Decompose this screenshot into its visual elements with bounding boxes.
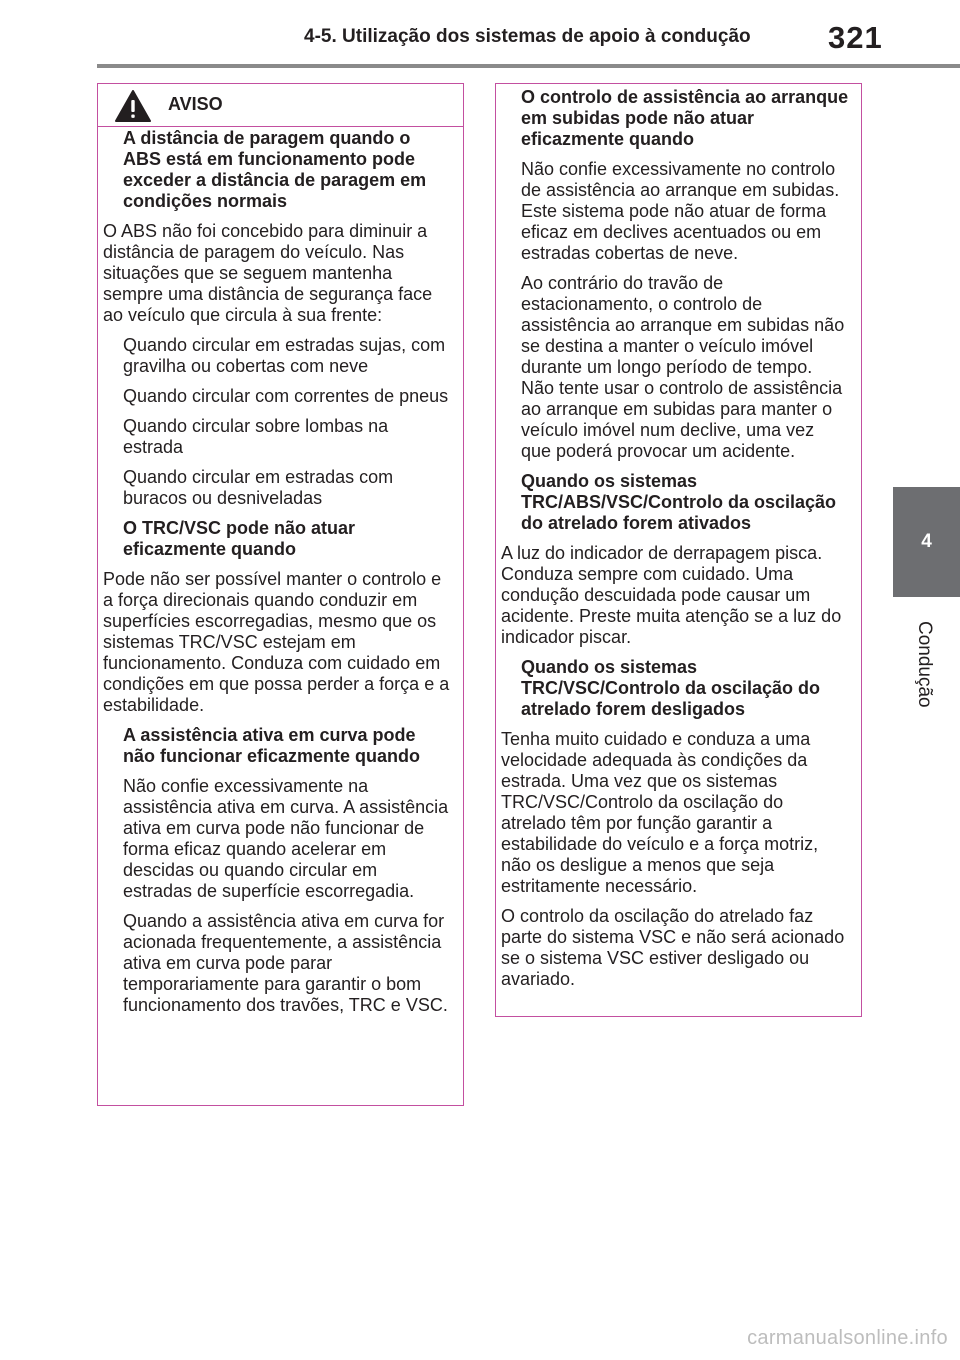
block-heading: A assistência ativa em curva pode não funcionar eficazmente quando bbox=[123, 725, 421, 766]
block-heading: O controlo de assistência ao arranque em subidas pode não atuar eficazmente quando bbox=[521, 87, 849, 149]
warning-content bbox=[103, 128, 451, 1025]
section-title: 4-5. Utilização dos sistemas de apoio à condução bbox=[304, 26, 751, 47]
bullet-item: Não confie excessivamente na assistência ativa em curva. A assistência ativa em curva pode não funcionar de forma eficaz quando acelerar em descidas ou quando circular em estradas de superfície escorregadia. bbox=[123, 776, 449, 901]
bullet-item: Quando circular em estradas com buracos ou desniveladas bbox=[123, 467, 394, 508]
warning-label: AVISO bbox=[168, 94, 223, 114]
body-text: O ABS não foi concebido para diminuir a distância de paragem do veículo. Nas situações que se seguem mantenha sempre uma distância de segurança face ao veículo que circula à sua frente: bbox=[103, 221, 433, 325]
page-number: 321 bbox=[828, 20, 883, 55]
body-text: Pode não ser possível manter o controlo e a força direcionais quando conduzir em superfícies escorregadias, mesmo que os sistemas TRC/VSC estejam em funcionamento. Conduza com cuidado em condições em que possa perder a força e a estabilidade. bbox=[103, 569, 450, 715]
bullet-item: Quando circular com correntes de pneus bbox=[123, 386, 449, 406]
block-heading: Quando os sistemas TRC/ABS/VSC/Controlo da oscilação do atrelado forem ativados bbox=[521, 471, 837, 533]
bullet-item: Quando circular sobre lombas na estrada bbox=[123, 416, 389, 457]
watermark-logo: carmanualsonline.info bbox=[747, 1327, 948, 1349]
bullet-item: Quando a assistência ativa em curva for acionada frequentemente, a assistência ativa em curva pode parar temporariamente para garantir o bom funcionamento dos travões, TRC e VSC. bbox=[123, 911, 448, 1015]
body-text: A luz do indicador de derrapagem pisca. Conduza sempre com cuidado. Uma condução descuidada pode causar um acidente. Preste muita atenção se a luz do indicador piscar. bbox=[501, 543, 842, 647]
chapter-number: 4 bbox=[921, 531, 932, 552]
body-text: Tenha muito cuidado e conduza a uma velocidade adequada às condições da estrada. Uma vez que os sistemas TRC/VSC/Controlo da oscilação do atrelado têm por função garantir a estabilidade do veículo e a força motriz, não os desligue a menos que seja estritamente necessário. bbox=[501, 729, 819, 896]
bullet-item: Não confie excessivamente no controlo de assistência ao arranque em subidas. Este sistema pode não atuar de forma eficaz em declives acentuados ou em estradas cobertas de neve. bbox=[521, 159, 840, 263]
chapter-tab bbox=[893, 487, 960, 597]
warning-header bbox=[98, 84, 463, 127]
header-rule bbox=[97, 64, 960, 68]
block-heading: O TRC/VSC pode não atuar eficazmente quando bbox=[123, 518, 356, 559]
block-heading: Quando os sistemas TRC/VSC/Controlo da oscilação do atrelado forem desligados bbox=[521, 657, 821, 719]
chapter-label: Condução bbox=[914, 621, 935, 708]
bullet-item: Ao contrário do travão de estacionamento, o controlo de assistência ao arranque em subidas não se destina a manter o veículo imóvel durante um longo período de tempo. Não tente usar o controlo de assistência ao arranque em subidas para manter o veículo imóvel num declive, uma vez que poderá provocar um acidente. bbox=[521, 273, 845, 461]
body-text: O controlo da oscilação do atrelado faz parte do sistema VSC e não será acionado se o sistema VSC estiver desligado ou avariado. bbox=[501, 906, 845, 989]
block-heading: A distância de paragem quando o ABS está em funcionamento pode exceder a distância de paragem em condições normais bbox=[123, 128, 427, 211]
continued-warning-box bbox=[495, 83, 862, 1017]
continued-warning-content bbox=[501, 87, 849, 999]
warning-triangle-icon bbox=[114, 89, 152, 123]
warning-box bbox=[97, 83, 464, 1106]
bullet-item: Quando circular em estradas sujas, com gravilha ou cobertas com neve bbox=[123, 335, 446, 376]
